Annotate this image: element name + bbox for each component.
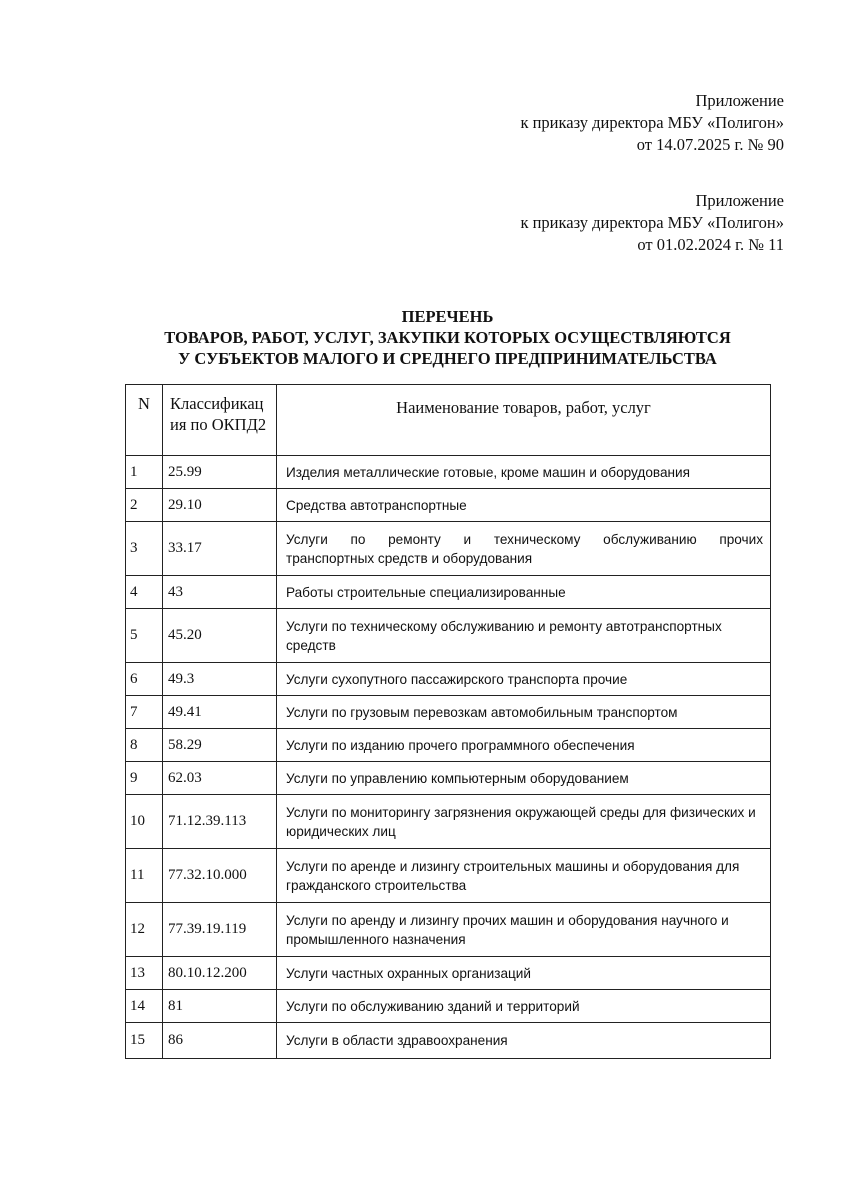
table-row	[126, 729, 771, 762]
row-name: Услуги по обслуживанию зданий и территорий	[277, 990, 771, 1023]
appendix-header-current	[520, 90, 784, 156]
table-row	[126, 990, 771, 1023]
title-line-1: ПЕРЕЧЕНЬ	[401, 307, 494, 326]
row-name: Услуги по управлению компьютерным оборудованием	[277, 762, 771, 795]
row-number: 13	[126, 957, 163, 990]
appendix-order-date: от 14.07.2025 г. № 90	[636, 135, 784, 154]
header-okpd2-line-1: Классификац	[170, 394, 264, 413]
header-name: Наименование товаров, работ, услуг	[277, 385, 771, 456]
row-code: 49.3	[163, 663, 277, 696]
row-number: 2	[126, 489, 163, 522]
row-number: 14	[126, 990, 163, 1023]
table-row	[126, 903, 771, 957]
table-row	[126, 576, 771, 609]
row-number: 12	[126, 903, 163, 957]
row-name: Услуги по техническому обслуживанию и ремонту автотранспортных средств	[277, 609, 771, 663]
table-row	[126, 489, 771, 522]
row-number: 8	[126, 729, 163, 762]
title-line-3: У СУБЪЕКТОВ МАЛОГО И СРЕДНЕГО ПРЕДПРИНИМАТЕЛЬСТВА	[178, 349, 717, 368]
table-row	[126, 1023, 771, 1059]
row-name: Услуги по изданию прочего программного обеспечения	[277, 729, 771, 762]
row-number: 9	[126, 762, 163, 795]
row-code: 77.32.10.000	[163, 849, 277, 903]
row-name: Услуги по мониторингу загрязнения окружающей среды для физических и юридических лиц	[277, 795, 771, 849]
row-code: 86	[163, 1023, 277, 1059]
appendix-order-ref: к приказу директора МБУ «Полигон»	[520, 213, 784, 232]
row-number: 10	[126, 795, 163, 849]
table-row	[126, 663, 771, 696]
row-name: Услуги по аренду и лизингу прочих машин и оборудования научного и промышленного назначения	[277, 903, 771, 957]
header-okpd2	[163, 385, 277, 456]
row-name: Работы строительные специализированные	[277, 576, 771, 609]
table-row	[126, 696, 771, 729]
row-number: 6	[126, 663, 163, 696]
row-number: 1	[126, 456, 163, 489]
title-line-2: ТОВАРОВ, РАБОТ, УСЛУГ, ЗАКУПКИ КОТОРЫХ ОСУЩЕСТВЛЯЮТСЯ	[164, 328, 731, 347]
row-code: 77.39.19.119	[163, 903, 277, 957]
header-number: N	[126, 385, 163, 456]
table-header-row	[126, 385, 771, 456]
appendix-order-date: от 01.02.2024 г. № 11	[637, 235, 784, 254]
table-row	[126, 456, 771, 489]
row-name: Услуги частных охранных организаций	[277, 957, 771, 990]
table-row	[126, 795, 771, 849]
table-row	[126, 609, 771, 663]
row-number: 15	[126, 1023, 163, 1059]
row-name: Услуги по грузовым перевозкам автомобильным транспортом	[277, 696, 771, 729]
row-code: 49.41	[163, 696, 277, 729]
row-number: 7	[126, 696, 163, 729]
row-code: 80.10.12.200	[163, 957, 277, 990]
row-code: 71.12.39.113	[163, 795, 277, 849]
row-name: Услуги в области здравоохранения	[277, 1023, 771, 1059]
row-number: 5	[126, 609, 163, 663]
row-code: 33.17	[163, 522, 277, 576]
row-name	[277, 522, 771, 576]
appendix-order-ref: к приказу директора МБУ «Полигон»	[520, 113, 784, 132]
row-name: Услуги сухопутного пассажирского транспорта прочие	[277, 663, 771, 696]
document-title	[0, 306, 848, 369]
row-code: 58.29	[163, 729, 277, 762]
row-name: Средства автотранспортные	[277, 489, 771, 522]
table-row	[126, 849, 771, 903]
table-row	[126, 762, 771, 795]
table-row	[126, 522, 771, 576]
row-number: 11	[126, 849, 163, 903]
row-number: 4	[126, 576, 163, 609]
row-code: 81	[163, 990, 277, 1023]
row-code: 29.10	[163, 489, 277, 522]
row-name: Изделия металлические готовые, кроме машин и оборудования	[277, 456, 771, 489]
row-code: 43	[163, 576, 277, 609]
table-row	[126, 957, 771, 990]
appendix-header-previous	[520, 190, 784, 256]
row-code: 25.99	[163, 456, 277, 489]
procurement-list-table	[125, 384, 771, 1059]
row-code: 45.20	[163, 609, 277, 663]
header-okpd2-line-2: ия по ОКПД2	[170, 415, 267, 434]
appendix-label: Приложение	[695, 91, 784, 110]
row-name: Услуги по аренде и лизингу строительных машины и оборудования для гражданского строительства	[277, 849, 771, 903]
row-name-line-1: Услуги по ремонту и техническому обслуживанию прочих	[286, 531, 763, 547]
row-name-line-2: транспортных средств и оборудования	[286, 550, 533, 566]
row-number: 3	[126, 522, 163, 576]
appendix-label: Приложение	[695, 191, 784, 210]
row-code: 62.03	[163, 762, 277, 795]
